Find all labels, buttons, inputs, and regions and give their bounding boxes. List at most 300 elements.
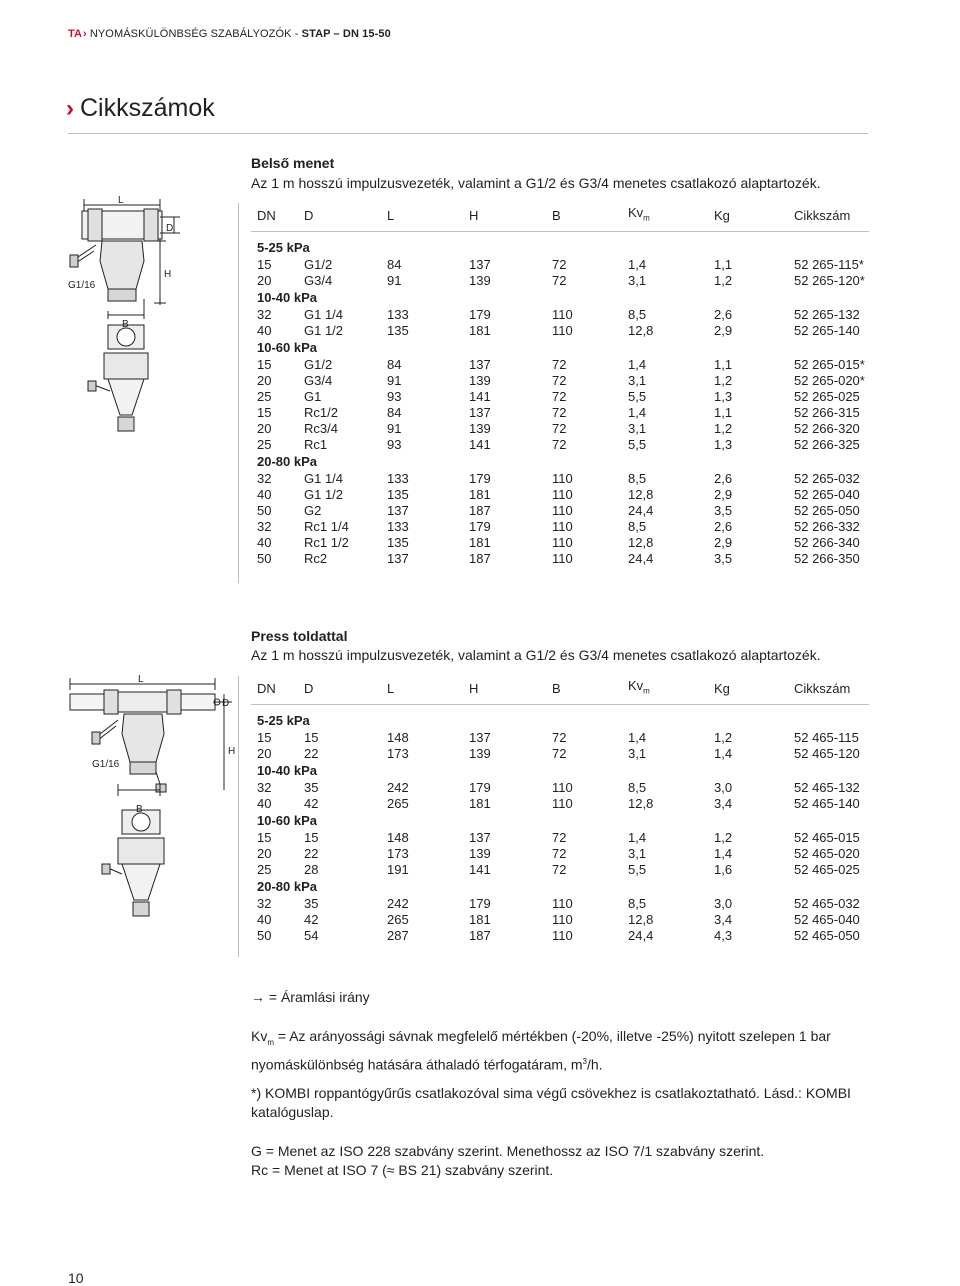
table-cell: 1,4 xyxy=(628,357,647,372)
table-cell: 52 265-015* xyxy=(794,357,865,372)
spacer-cell xyxy=(251,700,884,712)
table-cell: Rc3/4 xyxy=(304,421,338,436)
table-cell: 181 xyxy=(469,912,491,927)
kv-note-unit: /h. xyxy=(586,1056,603,1073)
table-cell: 179 xyxy=(469,519,491,534)
block2-heading: Press toldattal xyxy=(251,628,348,644)
table-cell: 93 xyxy=(387,389,402,404)
table-row xyxy=(251,405,884,421)
table-row xyxy=(251,830,884,846)
table-cell: 20 xyxy=(257,273,272,288)
pressure-group-row xyxy=(251,453,884,471)
table-cell: 110 xyxy=(552,551,573,566)
table-cell: 110 xyxy=(552,928,573,943)
table-cell: 52 265-025 xyxy=(794,389,860,404)
running-header xyxy=(68,28,391,40)
table-cell: 72 xyxy=(552,257,567,272)
table-cell: 54 xyxy=(304,928,319,943)
dimension-label-l: L xyxy=(138,674,144,685)
table-cell: 93 xyxy=(387,437,402,452)
dimension-label-h: H xyxy=(164,269,172,280)
table-cell: 52 465-020 xyxy=(794,846,860,861)
table-cell: G1 1/2 xyxy=(304,323,344,338)
table-cell: 52 266-332 xyxy=(794,519,860,534)
table-cell: G2 xyxy=(304,503,322,518)
table-cell: 25 xyxy=(257,862,272,877)
pressure-group-row xyxy=(251,762,884,780)
column-header xyxy=(469,205,552,227)
column-header xyxy=(714,678,794,700)
brand-logo: TA xyxy=(68,28,83,40)
column-header-label: H xyxy=(469,681,479,696)
table-cell: 139 xyxy=(469,421,491,436)
table-cell: 3,4 xyxy=(714,912,733,927)
column-header xyxy=(628,205,714,227)
kv-note-text: = Az arányossági sávnak megfelelő mértékben (-20%, illetve -25%) nyitott szelepen 1 bar xyxy=(274,1028,831,1044)
table-cell: 141 xyxy=(469,389,491,404)
table-cell: 1,1 xyxy=(714,405,733,420)
table-cell: 52 465-120 xyxy=(794,746,860,761)
table-cell: 181 xyxy=(469,487,491,502)
block1-heading: Belső menet xyxy=(251,155,335,171)
table-cell: 139 xyxy=(469,273,491,288)
dimension-label-d: D xyxy=(222,698,230,709)
table-cell: 52 465-115 xyxy=(794,730,859,745)
table-cell: 15 xyxy=(257,730,272,745)
table-cell: 52 266-320 xyxy=(794,421,860,436)
table-cell: 12,8 xyxy=(628,796,654,811)
table-cell: 1,3 xyxy=(714,389,733,404)
table-cell: 110 xyxy=(552,896,573,911)
table-row xyxy=(251,471,884,487)
table-cell: 135 xyxy=(387,323,409,338)
column-header xyxy=(304,205,387,227)
table-cell: Rc1 1/4 xyxy=(304,519,349,534)
table-cell: 52 465-025 xyxy=(794,862,860,877)
table-cell: 179 xyxy=(469,471,491,486)
column-header xyxy=(794,678,884,700)
kv-subscript: m xyxy=(643,686,650,696)
table-cell: 3,1 xyxy=(628,373,647,388)
table-cell: 141 xyxy=(469,437,491,452)
column-header-label: L xyxy=(387,208,395,223)
column-header-label: D xyxy=(304,681,314,696)
table-cell: 3,0 xyxy=(714,896,733,911)
table-cell: 72 xyxy=(552,862,567,877)
table-cell: 1,2 xyxy=(714,273,733,288)
table-cell: 52 265-020* xyxy=(794,373,865,388)
column-header xyxy=(251,205,304,227)
table-cell: 12,8 xyxy=(628,487,654,502)
table-cell: 1,4 xyxy=(714,846,733,861)
column-header xyxy=(387,205,469,227)
pressure-group-label: 5-25 kPa xyxy=(257,240,310,255)
table-cell: 137 xyxy=(469,357,491,372)
table-cell: 110 xyxy=(552,307,573,322)
divider xyxy=(238,203,239,583)
table-cell: G3/4 xyxy=(304,273,333,288)
table-cell: 8,5 xyxy=(628,471,647,486)
table-cell: 137 xyxy=(469,405,491,420)
g-thread-note: G = Menet az ISO 228 szabvány szerint. Menethossz az ISO 7/1 szabvány szerint. xyxy=(251,1143,765,1159)
table-row xyxy=(251,307,884,323)
table-cell: 1,4 xyxy=(628,830,647,845)
table-cell: 52 265-115* xyxy=(794,257,864,272)
table-cell: 3,0 xyxy=(714,780,733,795)
table-cell: Rc1 xyxy=(304,437,328,452)
table-cell: 187 xyxy=(469,503,491,518)
table-cell: 3,5 xyxy=(714,551,733,566)
kv-note-text-2: nyomáskülönbség hatására áthaladó térfogatáram, m xyxy=(251,1056,583,1073)
pressure-group-label: 5-25 kPa xyxy=(257,713,310,728)
table-cell: 110 xyxy=(552,912,573,927)
table-cell: 84 xyxy=(387,405,402,420)
kv-subscript: m xyxy=(643,213,650,223)
table-cell: 5,5 xyxy=(628,437,647,452)
flow-direction-note: → = Áramlási irány xyxy=(251,989,370,1005)
column-header xyxy=(251,678,304,700)
table-row xyxy=(251,519,884,535)
table-row xyxy=(251,373,884,389)
table-cell: 148 xyxy=(387,730,409,745)
table-cell: 5,5 xyxy=(628,862,647,877)
pressure-group-row xyxy=(251,239,884,257)
column-header-label: Kg xyxy=(714,208,730,223)
table-cell: 2,9 xyxy=(714,535,733,550)
column-header xyxy=(714,205,794,227)
table-cell: 52 465-040 xyxy=(794,912,860,927)
table-cell: 2,9 xyxy=(714,323,733,338)
table-cell: 265 xyxy=(387,796,409,811)
table-row xyxy=(251,487,884,503)
table-cell: 40 xyxy=(257,487,272,502)
header-title-prefix: NYOMÁSKÜLÖNBSÉG SZABÁLYOZÓK - xyxy=(89,28,302,40)
spacer-row xyxy=(251,700,884,712)
table-cell: G1 xyxy=(304,389,322,404)
table-cell: 32 xyxy=(257,519,272,534)
column-header xyxy=(304,678,387,700)
column-header xyxy=(387,678,469,700)
table-cell: 187 xyxy=(469,928,491,943)
table-cell: 72 xyxy=(552,830,567,845)
table-cell: 52 265-050 xyxy=(794,503,860,518)
table-cell: 139 xyxy=(469,746,491,761)
article-table-press-ends xyxy=(251,678,884,944)
table-cell: 1,3 xyxy=(714,437,733,452)
table-row xyxy=(251,796,884,812)
table-cell: 24,4 xyxy=(628,503,654,518)
table-cell: 52 465-032 xyxy=(794,896,860,911)
pressure-group-row xyxy=(251,712,884,730)
table-row xyxy=(251,503,884,519)
table-cell: 133 xyxy=(387,519,409,534)
article-table-internal-thread xyxy=(251,205,884,567)
table-cell: 22 xyxy=(304,746,319,761)
table-cell: 148 xyxy=(387,830,409,845)
section-title xyxy=(66,94,215,123)
table-cell: 139 xyxy=(469,846,491,861)
table-cell: 32 xyxy=(257,307,272,322)
table-cell: 84 xyxy=(387,357,402,372)
table-cell: 52 266-315 xyxy=(794,405,860,420)
table-cell: 2,9 xyxy=(714,487,733,502)
pressure-group-label: 10-40 kPa xyxy=(257,290,317,305)
table-cell: 110 xyxy=(552,535,573,550)
table-cell: 50 xyxy=(257,928,272,943)
kv-superscript: 3 xyxy=(582,1056,587,1066)
pressure-group-label: 10-60 kPa xyxy=(257,813,317,828)
table-cell: 110 xyxy=(552,323,573,338)
table-cell: 24,4 xyxy=(628,551,654,566)
table-row xyxy=(251,896,884,912)
table-row xyxy=(251,323,884,339)
table-cell: 1,2 xyxy=(714,830,733,845)
table-cell: 40 xyxy=(257,535,272,550)
table-row xyxy=(251,846,884,862)
table-cell: 1,2 xyxy=(714,421,733,436)
table-cell: 110 xyxy=(552,487,573,502)
table-cell: 15 xyxy=(257,830,272,845)
table-cell: 20 xyxy=(257,421,272,436)
table-cell: 50 xyxy=(257,503,272,518)
column-header xyxy=(628,678,714,700)
table-cell: 52 465-140 xyxy=(794,796,860,811)
table-cell: 173 xyxy=(387,746,409,761)
table-cell: 52 266-325 xyxy=(794,437,860,452)
table-cell: 110 xyxy=(552,519,573,534)
dimension-label-d: D xyxy=(166,223,174,234)
rc-thread-note: Rc = Menet at ISO 7 (≈ BS 21) szabvány szerint. xyxy=(251,1162,554,1178)
table-cell: 72 xyxy=(552,389,567,404)
table-cell: 179 xyxy=(469,307,491,322)
table-cell: 1,4 xyxy=(628,257,647,272)
table-cell: 5,5 xyxy=(628,389,647,404)
table-row xyxy=(251,730,884,746)
table-header-row xyxy=(251,205,884,227)
table-cell: 52 266-350 xyxy=(794,551,860,566)
thread-standards-note xyxy=(251,1142,764,1180)
table-cell: 15 xyxy=(304,830,319,845)
table-row xyxy=(251,357,884,373)
table-cell: 191 xyxy=(387,862,409,877)
table-cell: 1,4 xyxy=(628,405,647,420)
pressure-group-row xyxy=(251,812,884,830)
spacer-row xyxy=(251,227,884,239)
table-cell: 20 xyxy=(257,373,272,388)
table-cell: 2,6 xyxy=(714,471,733,486)
column-header-label: Kv xyxy=(628,205,644,221)
table-cell: 84 xyxy=(387,257,402,272)
table-cell: 22 xyxy=(304,846,319,861)
table-cell: 8,5 xyxy=(628,780,647,795)
pressure-group-row xyxy=(251,339,884,357)
table-cell: 1,4 xyxy=(714,746,733,761)
table-cell: 110 xyxy=(552,780,573,795)
column-header-label: B xyxy=(552,681,561,696)
table-cell: 173 xyxy=(387,846,409,861)
table-cell: 12,8 xyxy=(628,912,654,927)
table-cell: 72 xyxy=(552,746,567,761)
table-cell: 15 xyxy=(257,257,272,272)
table-cell: 137 xyxy=(387,551,409,566)
table-cell: 135 xyxy=(387,535,409,550)
table-cell: 242 xyxy=(387,896,409,911)
table-cell: 1,1 xyxy=(714,257,733,272)
table-cell: 187 xyxy=(469,551,491,566)
chevron-icon: › xyxy=(66,95,74,122)
chevron-icon: › xyxy=(83,28,87,40)
table-cell: 72 xyxy=(552,730,567,745)
table-cell: Rc1/2 xyxy=(304,405,338,420)
table-cell: 25 xyxy=(257,437,272,452)
table-row xyxy=(251,389,884,405)
table-row xyxy=(251,928,884,944)
table-cell: 24,4 xyxy=(628,928,654,943)
table-cell: 72 xyxy=(552,373,567,388)
table-cell: 137 xyxy=(469,830,491,845)
table-cell: 72 xyxy=(552,273,567,288)
table-cell: 141 xyxy=(469,862,491,877)
page-number: 10 xyxy=(68,1270,84,1286)
table-cell: 2,6 xyxy=(714,519,733,534)
table-cell: 242 xyxy=(387,780,409,795)
table-row xyxy=(251,780,884,796)
kv-subscript: m xyxy=(267,1037,275,1047)
table-row xyxy=(251,746,884,762)
table-cell: 32 xyxy=(257,896,272,911)
table-row xyxy=(251,535,884,551)
table-cell: 1,2 xyxy=(714,730,733,745)
table-cell: 110 xyxy=(552,471,573,486)
table-row xyxy=(251,912,884,928)
table-cell: 287 xyxy=(387,928,409,943)
table-cell: 8,5 xyxy=(628,519,647,534)
table-cell: 110 xyxy=(552,796,573,811)
column-header-label: Cikkszám xyxy=(794,208,851,223)
table-cell: 3,1 xyxy=(628,421,647,436)
table-cell: 8,5 xyxy=(628,307,647,322)
table-cell: 42 xyxy=(304,796,319,811)
table-cell: 52 265-032 xyxy=(794,471,860,486)
column-header-label: H xyxy=(469,208,479,223)
table-cell: 72 xyxy=(552,437,567,452)
table-cell: 15 xyxy=(304,730,319,745)
kv-note xyxy=(251,1027,831,1074)
column-header xyxy=(552,205,628,227)
table-cell: G1 1/4 xyxy=(304,307,344,322)
table-row xyxy=(251,437,884,453)
table-cell: 181 xyxy=(469,535,491,550)
table-row xyxy=(251,862,884,878)
dimension-label-h: H xyxy=(228,746,236,757)
pressure-group-label: 20-80 kPa xyxy=(257,454,317,469)
table-cell: 72 xyxy=(552,357,567,372)
table-cell: 20 xyxy=(257,846,272,861)
table-cell: Rc2 xyxy=(304,551,328,566)
column-header-label: Kv xyxy=(628,678,644,694)
table-cell: 3,1 xyxy=(628,746,647,761)
table-cell: 179 xyxy=(469,896,491,911)
table-cell: 35 xyxy=(304,896,319,911)
column-header-label: Cikkszám xyxy=(794,681,851,696)
table-cell: 12,8 xyxy=(628,535,654,550)
table-cell: 1,4 xyxy=(628,730,647,745)
table-cell: 52 465-050 xyxy=(794,928,860,943)
table-cell: 28 xyxy=(304,862,319,877)
table-cell: 52 265-040 xyxy=(794,487,860,502)
table-cell: 42 xyxy=(304,912,319,927)
valve-drawing-press-ends xyxy=(60,672,240,932)
dimension-label-b: B xyxy=(136,804,143,815)
table-cell: 1,2 xyxy=(714,373,733,388)
block2-description: Az 1 m hosszú impulzusvezeték, valamint a G1/2 és G3/4 menetes csatlakozó alaptartozék. xyxy=(251,647,821,663)
table-cell: 133 xyxy=(387,307,409,322)
table-cell: 135 xyxy=(387,487,409,502)
table-cell: 40 xyxy=(257,796,272,811)
table-cell: 8,5 xyxy=(628,896,647,911)
table-cell: 2,6 xyxy=(714,307,733,322)
table-cell: G1/2 xyxy=(304,257,333,272)
valve-drawing-internal-thread xyxy=(60,195,235,455)
table-cell: 91 xyxy=(387,421,402,436)
table-cell: 137 xyxy=(469,257,491,272)
pressure-group-label: 10-40 kPa xyxy=(257,763,317,778)
table-cell: G1/2 xyxy=(304,357,333,372)
thread-label: G1/16 xyxy=(68,280,96,291)
table-row xyxy=(251,257,884,273)
table-cell: 15 xyxy=(257,357,272,372)
pressure-group-label: 10-60 kPa xyxy=(257,340,317,355)
table-cell: 32 xyxy=(257,780,272,795)
table-cell: 91 xyxy=(387,373,402,388)
table-row xyxy=(251,551,884,567)
dimension-label-b: B xyxy=(122,319,129,330)
table-cell: 179 xyxy=(469,780,491,795)
column-header xyxy=(794,205,884,227)
table-cell: 110 xyxy=(552,503,573,518)
table-cell: G3/4 xyxy=(304,373,333,388)
table-cell: 3,4 xyxy=(714,796,733,811)
dimension-label-l: L xyxy=(118,195,124,206)
table-cell: 40 xyxy=(257,912,272,927)
column-header-label: L xyxy=(387,681,395,696)
table-cell: 3,1 xyxy=(628,273,647,288)
table-cell: G1 1/2 xyxy=(304,487,344,502)
table-cell: 35 xyxy=(304,780,319,795)
column-header-label: D xyxy=(304,208,314,223)
table-cell: 181 xyxy=(469,323,491,338)
column-header xyxy=(469,678,552,700)
table-cell: 52 266-340 xyxy=(794,535,860,550)
table-cell: 72 xyxy=(552,405,567,420)
column-header-label: B xyxy=(552,208,561,223)
column-header-label: DN xyxy=(257,208,276,223)
table-cell: 50 xyxy=(257,551,272,566)
column-header xyxy=(552,678,628,700)
divider xyxy=(68,133,868,134)
table-header-row xyxy=(251,678,884,700)
table-cell: 3,1 xyxy=(628,846,647,861)
table-cell: 1,1 xyxy=(714,357,733,372)
table-cell: 20 xyxy=(257,746,272,761)
table-row xyxy=(251,421,884,437)
table-cell: 12,8 xyxy=(628,323,654,338)
table-cell: 72 xyxy=(552,846,567,861)
table-cell: 181 xyxy=(469,796,491,811)
section-title-text: Cikkszámok xyxy=(80,94,215,122)
table-cell: 25 xyxy=(257,389,272,404)
table-cell: 40 xyxy=(257,323,272,338)
